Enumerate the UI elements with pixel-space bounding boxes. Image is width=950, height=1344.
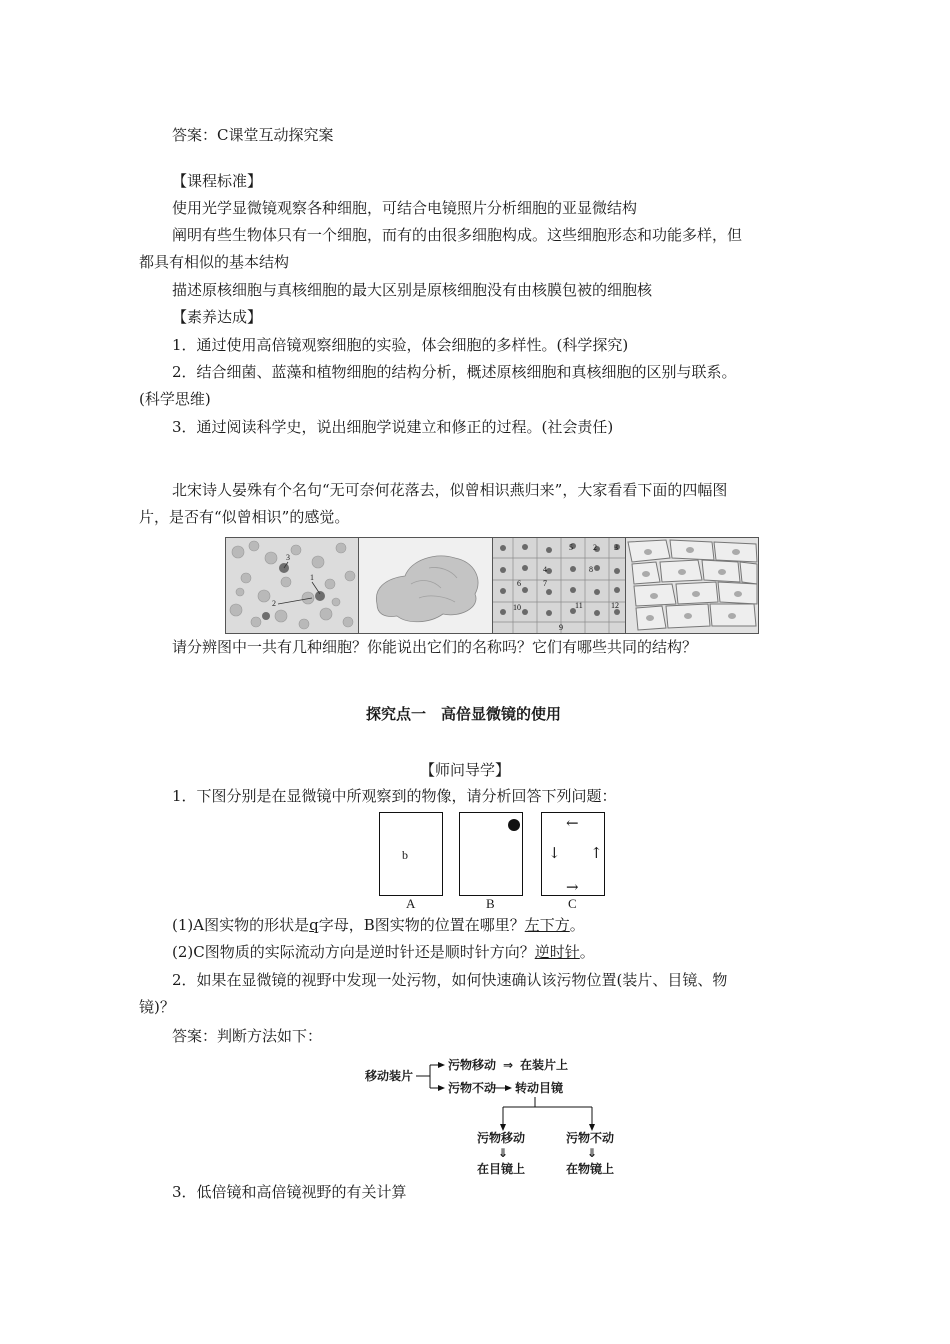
photo-number: 5 bbox=[568, 543, 573, 552]
q1-1-answer-shape: q bbox=[309, 916, 319, 934]
literacy-line: (科学思维) bbox=[139, 390, 211, 408]
photo-number: 3 bbox=[613, 543, 618, 552]
arrow-right-icon: → bbox=[566, 878, 579, 896]
flow-down-arrow-icon: ⇓ bbox=[587, 1146, 598, 1160]
arrow-up-icon: ↑ bbox=[590, 844, 603, 862]
q1-1-answer-position: 左下方 bbox=[524, 916, 570, 934]
flow-dirt-moves: 污物移动 bbox=[448, 1058, 497, 1072]
flow-dirt-still-2: 污物不动 bbox=[566, 1131, 615, 1145]
black-dot-object bbox=[508, 819, 520, 831]
section-subheading: 【师问导学】 bbox=[420, 761, 511, 779]
question-1-2 bbox=[172, 942, 595, 962]
photo-number: 4 bbox=[542, 565, 547, 574]
photo-number: 10 bbox=[512, 603, 521, 612]
q1-1-text: (1)A图实物的形状是 bbox=[172, 916, 310, 934]
question-2-answer: 答案：判断方法如下： bbox=[172, 1027, 323, 1045]
figure-box-a bbox=[379, 812, 443, 896]
literacy-heading: 【素养达成】 bbox=[172, 308, 263, 326]
tissue-section-photo bbox=[493, 538, 626, 633]
figure-label-a: A bbox=[406, 896, 416, 911]
course-standard-heading: 【课程标准】 bbox=[172, 172, 263, 190]
flow-on-objective: 在物镜上 bbox=[566, 1162, 615, 1176]
course-standard-line: 阐明有些生物体只有一个细胞，而有的由很多细胞构成。这些细胞形态和功能多样，但 bbox=[172, 226, 743, 244]
photo-number: 6 bbox=[516, 579, 521, 588]
question-2-line: 镜)？ bbox=[139, 998, 175, 1016]
question-3: 3．低倍镜和高倍镜视野的有关计算 bbox=[172, 1183, 407, 1201]
question-1: 1．下图分别是在显微镜中所观察到的物像，请分析回答下列问题： bbox=[172, 787, 617, 805]
blood-cell-photo bbox=[226, 538, 359, 633]
figure-label-b: B bbox=[486, 896, 495, 911]
literacy-line: 1．通过使用高倍镜观察细胞的实验，体会细胞的多样性。(科学探究) bbox=[172, 336, 629, 354]
intro-line: 片，是否有“似曾相识”的感觉。 bbox=[139, 508, 350, 526]
tissue-photo bbox=[359, 538, 492, 633]
photo-number: 7 bbox=[542, 579, 547, 588]
flow-down-arrow-icon: ⇓ bbox=[498, 1146, 509, 1160]
intro-line: 北宋诗人晏殊有个名句“无可奈何花落去，似曾相识燕归来”，大家看看下面的四幅图 bbox=[172, 481, 728, 499]
photo-number: 2 bbox=[272, 599, 276, 608]
flow-dirt-still: 污物不动 bbox=[448, 1081, 497, 1095]
photo-number: 1 bbox=[310, 573, 314, 582]
flow-dirt-moves-2: 污物移动 bbox=[477, 1131, 526, 1145]
flow-on-eyepiece: 在目镜上 bbox=[477, 1162, 526, 1176]
figure-box-b bbox=[459, 812, 523, 896]
flow-on-slide: 在装片上 bbox=[520, 1058, 569, 1072]
q1-2-text-end: 。 bbox=[579, 943, 595, 961]
answer-line: 答案：C课堂互动探究案 bbox=[172, 126, 334, 144]
arrow-down-icon: ↓ bbox=[548, 844, 561, 862]
photo-number: 12 bbox=[610, 601, 619, 610]
figure-box-c bbox=[541, 812, 605, 896]
arrow-left-icon: ← bbox=[566, 814, 579, 832]
flow-double-arrow-icon: ⇒ bbox=[503, 1058, 514, 1072]
section-title: 探究点一 高倍显微镜的使用 bbox=[366, 705, 562, 723]
photo-number: 2 bbox=[592, 543, 597, 552]
intro-question: 请分辨图中一共有几种细胞？你能说出它们的名称吗？它们有哪些共同的结构？ bbox=[172, 638, 698, 656]
flow-rotate-eyepiece: 转动目镜 bbox=[515, 1081, 564, 1095]
q1-1-text-mid: 字母，B图实物的位置在哪里？ bbox=[318, 916, 525, 934]
photo-number: 8 bbox=[588, 565, 593, 574]
figure-label-c: C bbox=[568, 896, 577, 911]
q1-1-text-end: 。 bbox=[569, 916, 585, 934]
course-standard-line: 都具有相似的基本结构 bbox=[139, 253, 290, 271]
box-a-letter: b bbox=[402, 848, 408, 862]
literacy-line: 3．通过阅读科学史，说出细胞学说建立和修正的过程。(社会责任) bbox=[172, 418, 614, 436]
question-1-1 bbox=[172, 915, 585, 935]
course-standard-line: 描述原核细胞与真核细胞的最大区别是原核细胞没有由核膜包被的细胞核 bbox=[172, 281, 653, 299]
flow-move-slide: 移动装片 bbox=[365, 1069, 414, 1083]
q1-2-answer: 逆时针 bbox=[534, 943, 580, 961]
cell-photo-strip bbox=[225, 537, 759, 634]
photo-number: 11 bbox=[574, 601, 583, 610]
question-2-line: 2．如果在显微镜的视野中发现一处污物，如何快速确认该污物位置(装片、目镜、物 bbox=[172, 971, 728, 989]
course-standard-line: 使用光学显微镜观察各种细胞，可结合电镜照片分析细胞的亚显微结构 bbox=[172, 199, 638, 217]
photo-number: 9 bbox=[558, 623, 563, 632]
onion-epidermis-photo bbox=[626, 538, 758, 633]
q1-2-text: (2)C图物质的实际流动方向是逆时针还是顺时针方向？ bbox=[172, 943, 535, 961]
photo-number: 3 bbox=[286, 553, 290, 562]
literacy-line: 2．结合细菌、蓝藻和植物细胞的结构分析，概述原核细胞和真核细胞的区别与联系。 bbox=[172, 363, 737, 381]
